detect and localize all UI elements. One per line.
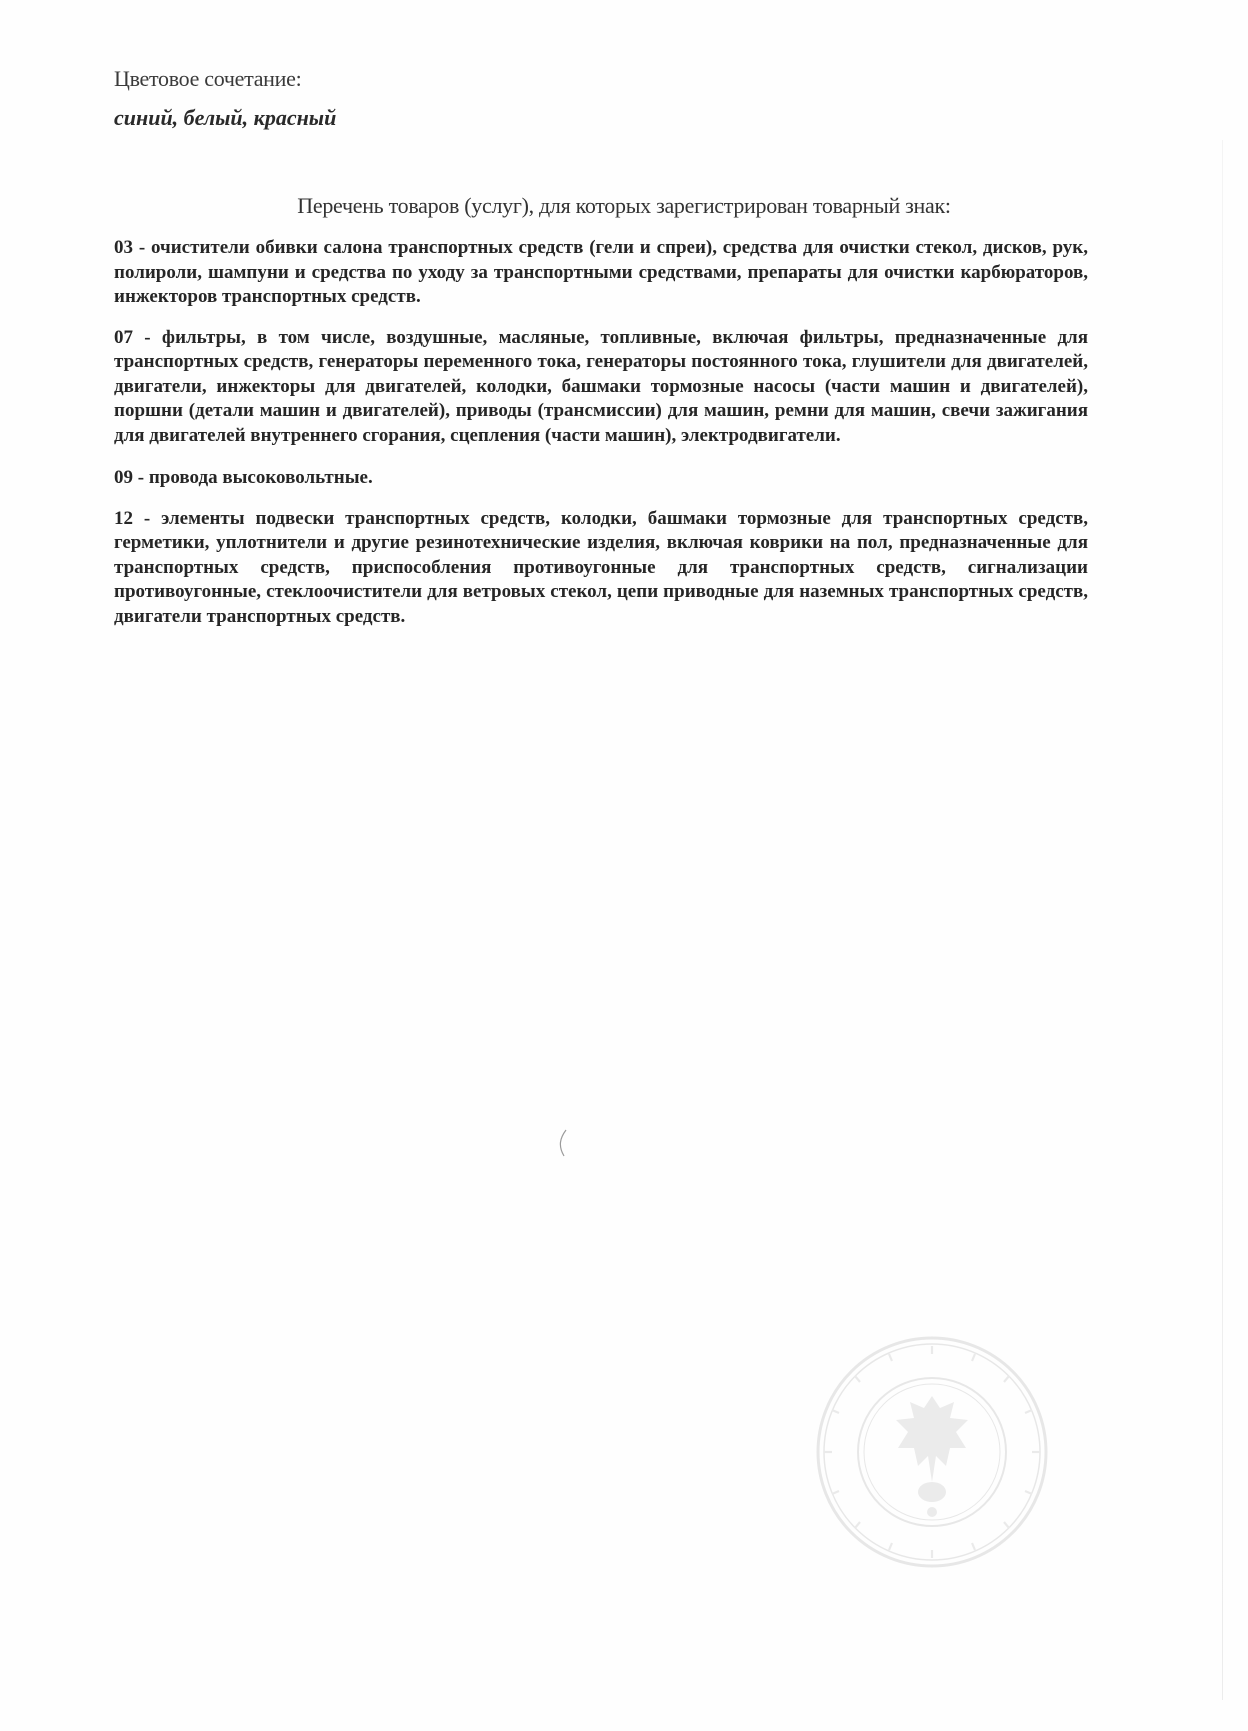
- page-edge-line: [1222, 140, 1223, 1700]
- embossed-seal-icon: [812, 1332, 1052, 1572]
- goods-class-list: [114, 236, 1088, 645]
- goods-class-09: 09 - провода высоковольтные.: [114, 467, 373, 488]
- goods-class-07: 07 - фильтры, в том числе, воздушные, масляные, топливные, включая фильтры, предназначенные для транспортных средств, генераторы переменного тока, генераторы постоянного тока, глушители для двигателей, двигатели, инжекторы для двигателей, колодки, башмаки тормозные насосы (части машин и двигателей), поршни (детали машин и двигателей), приводы (трансмиссии) для машин, ремни для машин, свечи зажигания для двигателей внутреннего сгорания, сцепления (части машин), электродвигатели.: [114, 326, 1088, 446]
- stray-pen-mark-icon: [556, 1128, 570, 1158]
- goods-list-heading: Перечень товаров (услуг), для которых зарегистрирован товарный знак:: [297, 193, 951, 218]
- color-combination-value: синий, белый, красный: [114, 105, 337, 130]
- color-combination-label: Цветовое сочетание:: [114, 66, 302, 91]
- goods-class-12: 12 - элементы подвески транспортных средств, колодки, башмаки тормозные для транспортных средств, герметики, уплотнители и другие резинотехнические изделия, включая коврики на пол, предназначенные для транспортных средств, приспособления противоугонные для транспортных средств, сигнализации противоугонные, стеклоочистители для ветровых стекол, цепи приводные для наземных транспортных средств, двигатели транспортных средств.: [114, 507, 1088, 627]
- goods-class-03: 03 - очистители обивки салона транспортных средств (гели и спреи), средства для очистки стекол, дисков, рук, полироли, шампуни и средства по уходу за транспортными средствами, препараты для очистки карбюраторов, инжекторов транспортных средств.: [114, 237, 1088, 307]
